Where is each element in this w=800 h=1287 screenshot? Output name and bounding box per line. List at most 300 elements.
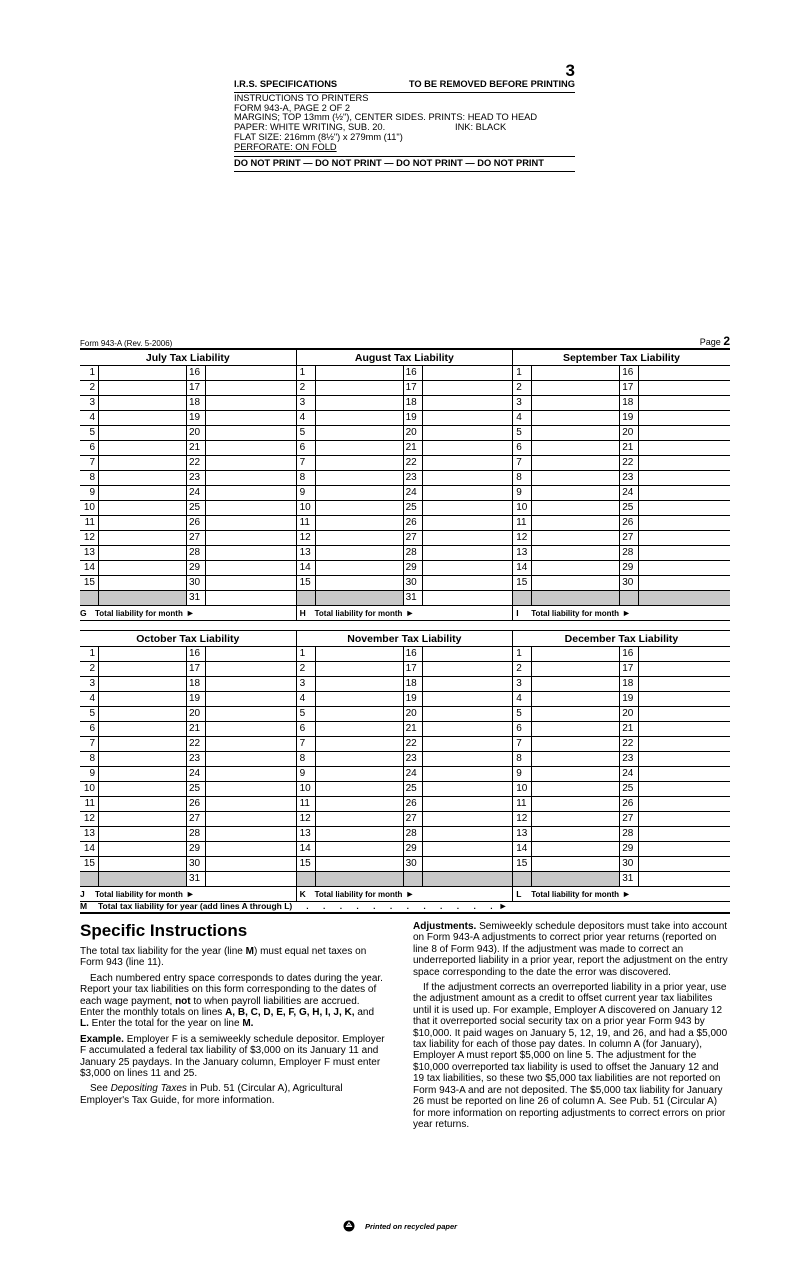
amount-entry[interactable] xyxy=(532,576,620,590)
amount-entry[interactable] xyxy=(639,857,730,871)
amount-entry[interactable] xyxy=(639,662,730,676)
amount-entry[interactable] xyxy=(639,812,730,826)
amount-entry[interactable] xyxy=(99,707,187,721)
arrow-right-icon: ► xyxy=(622,608,631,618)
day-number xyxy=(297,591,316,605)
amount-entry[interactable] xyxy=(206,857,296,871)
entry-row xyxy=(513,767,730,782)
entry-row xyxy=(513,707,730,722)
amount-entry[interactable] xyxy=(532,857,620,871)
day-number: 30 xyxy=(620,857,639,871)
day-number: 9 xyxy=(297,486,316,500)
month-column xyxy=(297,350,514,621)
amount-entry[interactable] xyxy=(99,501,187,515)
entry-row xyxy=(297,516,513,531)
amount-entry[interactable] xyxy=(532,677,620,691)
amount-entry[interactable] xyxy=(532,812,620,826)
amount-entry[interactable] xyxy=(532,396,620,410)
amount-entry[interactable] xyxy=(423,411,513,425)
total-letter: G xyxy=(80,608,87,618)
amount-entry[interactable] xyxy=(206,441,296,455)
amount-entry[interactable] xyxy=(99,546,187,560)
arrow-right-icon: ► xyxy=(405,889,415,899)
entry-row xyxy=(297,396,513,411)
amount-entry[interactable] xyxy=(316,737,404,751)
amount-entry[interactable] xyxy=(316,812,404,826)
instructions-paragraph: The total tax liability for the year (line M) must equal net taxes on Form 943 (line 11). xyxy=(80,946,367,969)
day-number: 8 xyxy=(297,752,316,766)
amount-entry[interactable] xyxy=(423,426,513,440)
day-number: 2 xyxy=(513,381,532,395)
entry-row xyxy=(80,662,296,677)
amount-entry[interactable] xyxy=(99,797,187,811)
day-number: 15 xyxy=(297,576,316,590)
entry-row xyxy=(513,722,730,737)
amount-entry[interactable] xyxy=(206,737,296,751)
amount-entry[interactable] xyxy=(423,366,513,380)
amount-entry[interactable] xyxy=(316,857,404,871)
day-number: 1 xyxy=(513,647,532,661)
entry-row xyxy=(297,842,513,857)
day-number: 16 xyxy=(620,647,639,661)
amount-entry[interactable] xyxy=(423,486,513,500)
arrow-right-icon: ► xyxy=(185,608,195,618)
entry-row xyxy=(297,456,513,471)
amount-entry[interactable] xyxy=(532,426,620,440)
entry-row xyxy=(80,591,296,606)
amount-entry[interactable] xyxy=(639,782,730,796)
month-total-row[interactable] xyxy=(80,606,296,621)
day-number: 12 xyxy=(80,812,99,826)
day-number: 9 xyxy=(80,486,99,500)
amount-entry[interactable] xyxy=(206,501,296,515)
day-number: 18 xyxy=(620,396,639,410)
amount-entry[interactable] xyxy=(423,546,513,560)
amount-entry[interactable] xyxy=(99,827,187,841)
amount-entry[interactable] xyxy=(316,797,404,811)
entry-row xyxy=(513,857,730,872)
amount-entry[interactable] xyxy=(423,767,513,781)
amount-entry[interactable] xyxy=(316,381,404,395)
amount-entry[interactable] xyxy=(639,842,730,856)
amount-entry[interactable] xyxy=(639,677,730,691)
amount-entry[interactable] xyxy=(423,827,513,841)
page-label xyxy=(700,334,730,348)
month-column xyxy=(513,631,730,902)
day-number: 1 xyxy=(297,647,316,661)
amount-entry[interactable] xyxy=(206,812,296,826)
amount-entry[interactable] xyxy=(99,677,187,691)
amount-entry[interactable] xyxy=(99,857,187,871)
amount-entry[interactable] xyxy=(316,662,404,676)
amount-entry[interactable] xyxy=(206,381,296,395)
day-number: 14 xyxy=(297,561,316,575)
amount-entry[interactable] xyxy=(423,591,513,605)
entry-row xyxy=(513,647,730,662)
day-number: 3 xyxy=(513,677,532,691)
entry-row xyxy=(80,707,296,722)
amount-entry[interactable] xyxy=(423,812,513,826)
amount-entry[interactable] xyxy=(206,396,296,410)
amount-entry[interactable] xyxy=(99,722,187,736)
amount-entry[interactable] xyxy=(423,471,513,485)
amount-entry[interactable] xyxy=(639,767,730,781)
day-number: 17 xyxy=(620,662,639,676)
amount-entry[interactable] xyxy=(316,647,404,661)
amount-entry[interactable] xyxy=(639,486,730,500)
line-m-total-year xyxy=(80,899,730,914)
months-jul-sep xyxy=(80,348,730,621)
amount-entry[interactable] xyxy=(316,471,404,485)
day-number: 16 xyxy=(404,366,423,380)
amount-entry[interactable] xyxy=(99,782,187,796)
amount-entry[interactable] xyxy=(99,767,187,781)
day-number: 17 xyxy=(187,662,206,676)
entry-row xyxy=(513,812,730,827)
day-number: 21 xyxy=(620,441,639,455)
amount-entry[interactable] xyxy=(316,576,404,590)
amount-entry[interactable] xyxy=(423,782,513,796)
amount-entry[interactable] xyxy=(423,797,513,811)
month-column xyxy=(513,350,730,621)
day-number: 17 xyxy=(187,381,206,395)
day-number: 16 xyxy=(187,366,206,380)
amount-entry[interactable] xyxy=(206,722,296,736)
amount-entry[interactable] xyxy=(99,456,187,470)
amount-entry[interactable] xyxy=(316,752,404,766)
amount-entry[interactable] xyxy=(316,692,404,706)
amount-entry[interactable] xyxy=(423,662,513,676)
amount-entry[interactable] xyxy=(206,662,296,676)
amount-entry[interactable] xyxy=(639,411,730,425)
day-number: 15 xyxy=(80,857,99,871)
day-number: 8 xyxy=(513,471,532,485)
amount-entry[interactable] xyxy=(532,647,620,661)
day-number: 29 xyxy=(404,842,423,856)
entry-row xyxy=(80,366,296,381)
amount-entry[interactable] xyxy=(99,561,187,575)
day-number: 10 xyxy=(80,501,99,515)
month-total-row[interactable] xyxy=(297,606,513,621)
amount-entry[interactable] xyxy=(532,501,620,515)
amount-entry[interactable] xyxy=(99,737,187,751)
instructions-paragraph: See Depositing Taxes in Pub. 51 (Circular A), Agricultural Employer's Tax Guide, for more information. xyxy=(80,1083,343,1106)
amount-entry[interactable] xyxy=(532,842,620,856)
amount-entry[interactable] xyxy=(639,797,730,811)
amount-entry[interactable] xyxy=(423,501,513,515)
spec-heading-right: TO BE REMOVED BEFORE PRINTING xyxy=(408,79,575,89)
amount-entry[interactable] xyxy=(532,827,620,841)
amount-entry[interactable] xyxy=(639,737,730,751)
day-number: 31 xyxy=(620,872,639,886)
amount-entry[interactable] xyxy=(316,842,404,856)
amount-entry[interactable] xyxy=(206,516,296,530)
day-number: 5 xyxy=(513,707,532,721)
amount-entry[interactable] xyxy=(532,752,620,766)
amount-entry[interactable] xyxy=(316,707,404,721)
amount-entry[interactable] xyxy=(206,782,296,796)
day-number: 20 xyxy=(187,426,206,440)
amount-entry[interactable] xyxy=(99,576,187,590)
amount-entry[interactable] xyxy=(99,471,187,485)
day-number: 13 xyxy=(297,546,316,560)
amount-entry[interactable] xyxy=(423,561,513,575)
amount-entry[interactable] xyxy=(639,647,730,661)
amount-entry[interactable] xyxy=(99,812,187,826)
amount-entry[interactable] xyxy=(532,767,620,781)
entry-row xyxy=(297,441,513,456)
spec-page-number: 3 xyxy=(565,61,575,80)
day-number: 4 xyxy=(513,692,532,706)
amount-entry[interactable] xyxy=(639,441,730,455)
amount-entry[interactable] xyxy=(423,576,513,590)
amount-entry[interactable] xyxy=(423,677,513,691)
instructions-example: Example. Employer F is a semiweekly schedule depositor. Employer F accumulated a federal tax liability of $3,000 on its January 11 and January 25 paydays. In the January column, Employer F must enter $3,000 on lines 11 and 25. xyxy=(80,1033,385,1080)
amount-entry[interactable] xyxy=(206,872,296,886)
amount-entry[interactable] xyxy=(639,501,730,515)
amount-entry[interactable] xyxy=(316,531,404,545)
amount-entry[interactable] xyxy=(316,366,404,380)
entry-row xyxy=(513,441,730,456)
day-number: 27 xyxy=(620,531,639,545)
spec-paper: PAPER: WHITE WRITING, SUB. 20. xyxy=(234,122,386,133)
amount-entry[interactable] xyxy=(639,827,730,841)
day-number: 27 xyxy=(187,812,206,826)
amount-entry[interactable] xyxy=(206,456,296,470)
amount-entry[interactable] xyxy=(99,441,187,455)
day-number: 11 xyxy=(513,797,532,811)
amount-entry[interactable] xyxy=(99,381,187,395)
amount-entry[interactable] xyxy=(639,531,730,545)
day-number: 10 xyxy=(80,782,99,796)
amount-entry[interactable] xyxy=(532,797,620,811)
month-title: December Tax Liability xyxy=(513,631,730,647)
day-number: 12 xyxy=(513,531,532,545)
amount-entry[interactable] xyxy=(532,411,620,425)
amount-entry[interactable] xyxy=(206,752,296,766)
day-number xyxy=(80,872,99,886)
amount-entry[interactable] xyxy=(532,662,620,676)
month-total-row[interactable] xyxy=(513,606,730,621)
amount-entry[interactable] xyxy=(206,647,296,661)
amount-entry[interactable] xyxy=(532,441,620,455)
amount-entry[interactable] xyxy=(99,411,187,425)
amount-entry[interactable] xyxy=(206,827,296,841)
entry-row xyxy=(80,576,296,591)
amount-entry[interactable] xyxy=(532,516,620,530)
amount-entry[interactable] xyxy=(99,396,187,410)
amount-entry[interactable] xyxy=(639,546,730,560)
amount-entry[interactable] xyxy=(532,707,620,721)
amount-entry[interactable] xyxy=(532,486,620,500)
total-letter: I xyxy=(516,608,519,618)
total-label: Total liability for month xyxy=(314,889,403,899)
entry-row xyxy=(297,857,513,872)
amount-entry[interactable] xyxy=(532,692,620,706)
amount-entry xyxy=(316,591,404,605)
amount-entry[interactable] xyxy=(316,456,404,470)
amount-entry[interactable] xyxy=(532,737,620,751)
amount-entry[interactable] xyxy=(99,752,187,766)
amount-entry[interactable] xyxy=(639,576,730,590)
day-number: 13 xyxy=(297,827,316,841)
day-number: 25 xyxy=(187,501,206,515)
amount-entry[interactable] xyxy=(99,662,187,676)
entry-row xyxy=(297,707,513,722)
amount-entry[interactable] xyxy=(639,561,730,575)
day-number: 22 xyxy=(404,737,423,751)
amount-entry[interactable] xyxy=(316,722,404,736)
amount-entry[interactable] xyxy=(532,722,620,736)
footer-text: Printed on recycled paper xyxy=(364,1221,458,1231)
amount-entry[interactable] xyxy=(99,531,187,545)
entry-row xyxy=(513,486,730,501)
amount-entry[interactable] xyxy=(639,426,730,440)
day-number: 4 xyxy=(297,411,316,425)
entry-row xyxy=(513,381,730,396)
day-number: 11 xyxy=(513,516,532,530)
entry-row xyxy=(513,737,730,752)
amount-entry[interactable] xyxy=(639,456,730,470)
day-number: 10 xyxy=(513,782,532,796)
amount-entry[interactable] xyxy=(423,531,513,545)
amount-entry[interactable] xyxy=(423,381,513,395)
day-number: 13 xyxy=(513,827,532,841)
amount-entry[interactable] xyxy=(423,647,513,661)
amount-entry[interactable] xyxy=(206,576,296,590)
amount-entry[interactable] xyxy=(206,471,296,485)
amount-entry[interactable] xyxy=(532,456,620,470)
amount-entry[interactable] xyxy=(316,426,404,440)
entry-row xyxy=(297,782,513,797)
amount-entry[interactable] xyxy=(206,546,296,560)
day-number: 19 xyxy=(187,411,206,425)
entry-row xyxy=(513,471,730,486)
amount-entry[interactable] xyxy=(206,366,296,380)
amount-entry[interactable] xyxy=(639,722,730,736)
amount-entry[interactable] xyxy=(99,366,187,380)
amount-entry[interactable] xyxy=(99,647,187,661)
amount-entry[interactable] xyxy=(532,561,620,575)
amount-entry[interactable] xyxy=(206,842,296,856)
amount-entry[interactable] xyxy=(316,396,404,410)
amount-entry[interactable] xyxy=(532,471,620,485)
amount-entry[interactable] xyxy=(206,797,296,811)
amount-entry[interactable] xyxy=(532,782,620,796)
amount-entry[interactable] xyxy=(316,827,404,841)
line-m-letter: M xyxy=(80,900,88,911)
amount-entry[interactable] xyxy=(423,692,513,706)
entry-row xyxy=(297,591,513,606)
amount-entry[interactable] xyxy=(316,782,404,796)
day-number: 7 xyxy=(297,737,316,751)
spec-line: FORM 943-A, PAGE 2 OF 2 xyxy=(234,102,351,113)
amount-entry[interactable] xyxy=(206,707,296,721)
amount-entry[interactable] xyxy=(423,752,513,766)
day-number: 22 xyxy=(620,737,639,751)
day-number: 1 xyxy=(80,366,99,380)
amount-entry[interactable] xyxy=(639,366,730,380)
amount-entry[interactable] xyxy=(423,842,513,856)
day-number: 28 xyxy=(187,827,206,841)
amount-entry[interactable] xyxy=(423,722,513,736)
amount-entry[interactable] xyxy=(206,426,296,440)
day-number: 27 xyxy=(404,531,423,545)
amount-entry[interactable] xyxy=(206,561,296,575)
amount-entry[interactable] xyxy=(316,411,404,425)
day-number: 2 xyxy=(297,381,316,395)
amount-entry[interactable] xyxy=(316,516,404,530)
arrow-right-icon: ► xyxy=(498,900,508,911)
amount-entry[interactable] xyxy=(316,501,404,515)
day-number: 28 xyxy=(620,546,639,560)
amount-entry[interactable] xyxy=(639,752,730,766)
day-number: 23 xyxy=(187,471,206,485)
amount-entry[interactable] xyxy=(316,767,404,781)
amount-entry[interactable] xyxy=(639,872,730,886)
amount-entry[interactable] xyxy=(99,486,187,500)
amount-entry[interactable] xyxy=(532,546,620,560)
amount-entry[interactable] xyxy=(316,546,404,560)
amount-entry[interactable] xyxy=(316,486,404,500)
day-number: 18 xyxy=(187,396,206,410)
day-number: 22 xyxy=(187,456,206,470)
amount-entry[interactable] xyxy=(532,366,620,380)
amount-entry[interactable] xyxy=(423,516,513,530)
entry-row xyxy=(513,872,730,887)
amount-entry[interactable] xyxy=(99,516,187,530)
entry-row xyxy=(80,782,296,797)
amount-entry[interactable] xyxy=(532,381,620,395)
amount-entry[interactable] xyxy=(639,396,730,410)
amount-entry[interactable] xyxy=(639,692,730,706)
amount-entry[interactable] xyxy=(316,561,404,575)
amount-entry[interactable] xyxy=(99,692,187,706)
amount-entry[interactable] xyxy=(423,396,513,410)
total-label: Total liability for month xyxy=(531,608,620,618)
amount-entry[interactable] xyxy=(206,411,296,425)
amount-entry[interactable] xyxy=(532,531,620,545)
day-number: 16 xyxy=(187,647,206,661)
amount-entry[interactable] xyxy=(423,737,513,751)
amount-entry xyxy=(99,591,187,605)
amount-entry[interactable] xyxy=(639,381,730,395)
amount-entry[interactable] xyxy=(639,471,730,485)
amount-entry[interactable] xyxy=(99,842,187,856)
amount-entry[interactable] xyxy=(206,591,296,605)
amount-entry[interactable] xyxy=(206,486,296,500)
amount-entry[interactable] xyxy=(316,677,404,691)
amount-entry[interactable] xyxy=(423,857,513,871)
amount-entry[interactable] xyxy=(206,767,296,781)
page-label-number: 2 xyxy=(723,334,730,348)
amount-entry[interactable] xyxy=(316,441,404,455)
amount-entry[interactable] xyxy=(423,456,513,470)
entry-row xyxy=(80,531,296,546)
amount-entry[interactable] xyxy=(206,692,296,706)
amount-entry[interactable] xyxy=(99,426,187,440)
amount-entry[interactable] xyxy=(206,677,296,691)
day-number: 8 xyxy=(80,752,99,766)
amount-entry[interactable] xyxy=(639,516,730,530)
day-number: 31 xyxy=(187,591,206,605)
amount-entry[interactable] xyxy=(423,441,513,455)
amount-entry[interactable] xyxy=(423,707,513,721)
amount-entry[interactable] xyxy=(206,531,296,545)
day-number: 3 xyxy=(513,396,532,410)
amount-entry[interactable] xyxy=(639,707,730,721)
day-number: 6 xyxy=(80,441,99,455)
